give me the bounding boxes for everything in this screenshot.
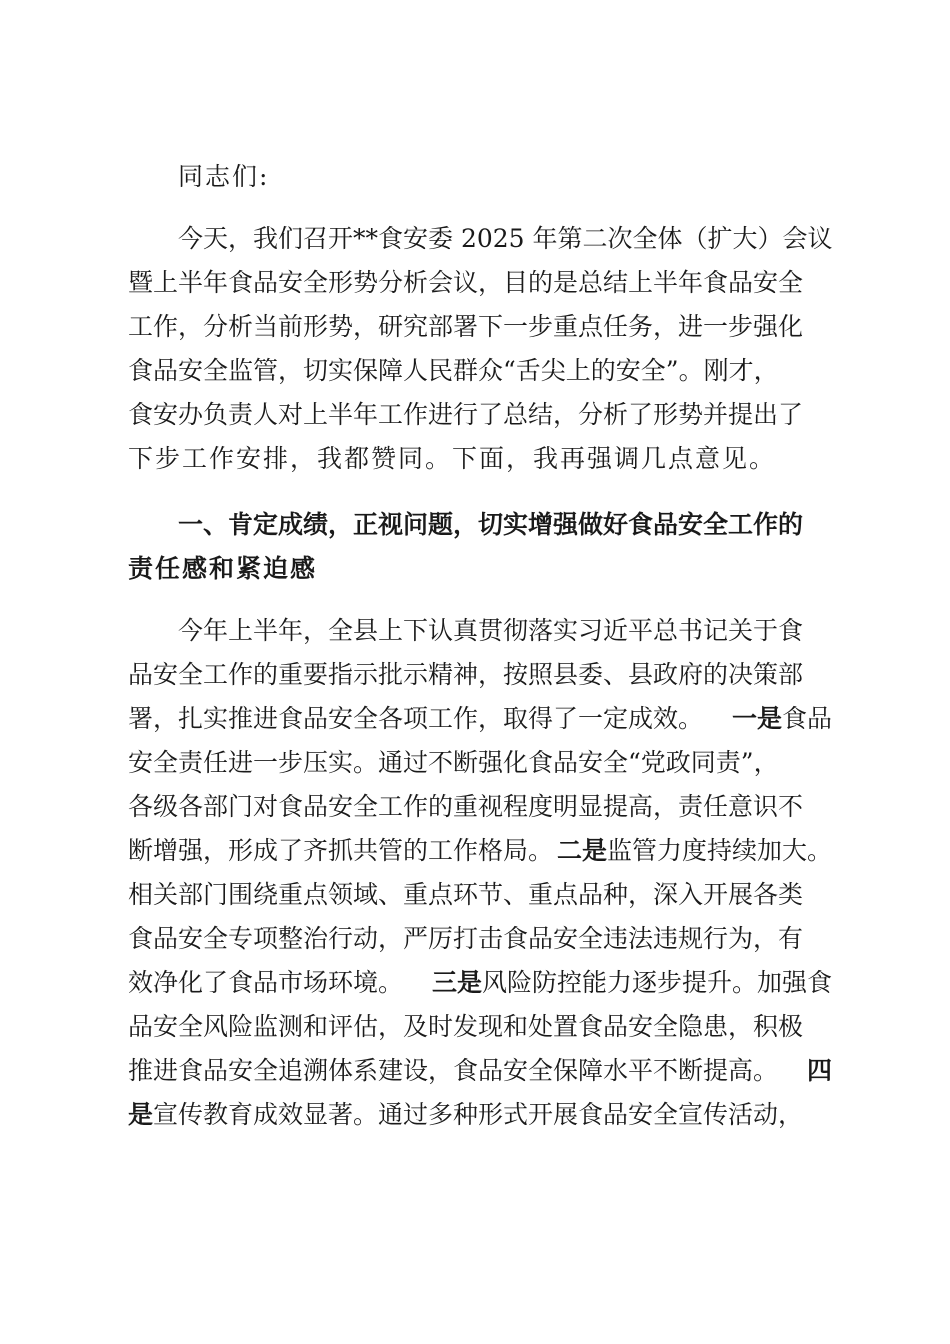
text-line: 各级各部门对食品安全工作的重视程度明显提高，责任意识不 xyxy=(128,792,804,821)
text-line: 食品安全专项整治行动，严厉打击食品安全违法违规行为，有 xyxy=(128,924,804,953)
enum-marker: 二是 xyxy=(556,836,607,865)
enum-marker: 三是 xyxy=(431,968,482,997)
text-line: 推进食品安全追溯体系建设，食品安全保障水平不断提高。 四 xyxy=(128,1049,832,1093)
text-line: 品安全工作的重要指示批示精神，按照县委、县政府的决策部 xyxy=(128,660,804,689)
text-line: 效净化了食品市场环境。 三是风险防控能力逐步提升。加强食 xyxy=(128,968,832,997)
intro-paragraph xyxy=(128,217,832,481)
text-line: 安全责任进一步压实。通过不断强化食品安全“党政同责”， xyxy=(128,748,779,777)
enum-marker: 一是 xyxy=(731,704,782,733)
text-line: 相关部门围绕重点领域、重点环节、重点品种，深入开展各类 xyxy=(128,880,804,909)
text-line: 断增强，形成了齐抓共管的工作格局。 二是监管力度持续加大。 xyxy=(128,836,832,865)
text-line: 今年上半年，全县上下认真贯彻落实习近平总书记关于食 xyxy=(178,616,804,645)
heading-line: 一、肯定成绩，正视问题，切实增强做好食品安全工作的 xyxy=(178,510,804,539)
enum-marker: 是 xyxy=(128,1100,154,1129)
text-line: 品安全风险监测和评估，及时发现和处置食品安全隐患，积极 xyxy=(128,1012,804,1041)
text-line: 食安办负责人对上半年工作进行了总结，分析了形势并提出了 xyxy=(128,400,804,429)
heading-line: 责任感和紧迫感 xyxy=(128,554,318,583)
text-line: 暨上半年食品安全形势分析会议，目的是总结上半年食品安全 xyxy=(128,268,804,297)
text-line: 今天，我们召开**食安委 2025 年第二次全体（扩大）会议 xyxy=(178,224,833,253)
text-line: 工作，分析当前形势，研究部署下一步重点任务，进一步强化 xyxy=(128,312,804,341)
text-line: 下步工作安排，我都赞同。下面，我再强调几点意见。 xyxy=(128,444,777,473)
enum-marker: 四 xyxy=(806,1056,832,1085)
text-line: 是宣传教育成效显著。通过多种形式开展食品安全宣传活动， xyxy=(128,1100,804,1129)
text-line: 食品安全监管，切实保障人民群众“舌尖上的安全”。刚才， xyxy=(128,356,779,385)
section-heading xyxy=(128,503,832,591)
body-paragraph xyxy=(128,609,832,1137)
document-page xyxy=(128,155,832,1137)
greeting: 同志们: xyxy=(178,162,270,191)
text-line: 署，扎实推进食品安全各项工作，取得了一定成效。 一是食品 xyxy=(128,704,832,733)
